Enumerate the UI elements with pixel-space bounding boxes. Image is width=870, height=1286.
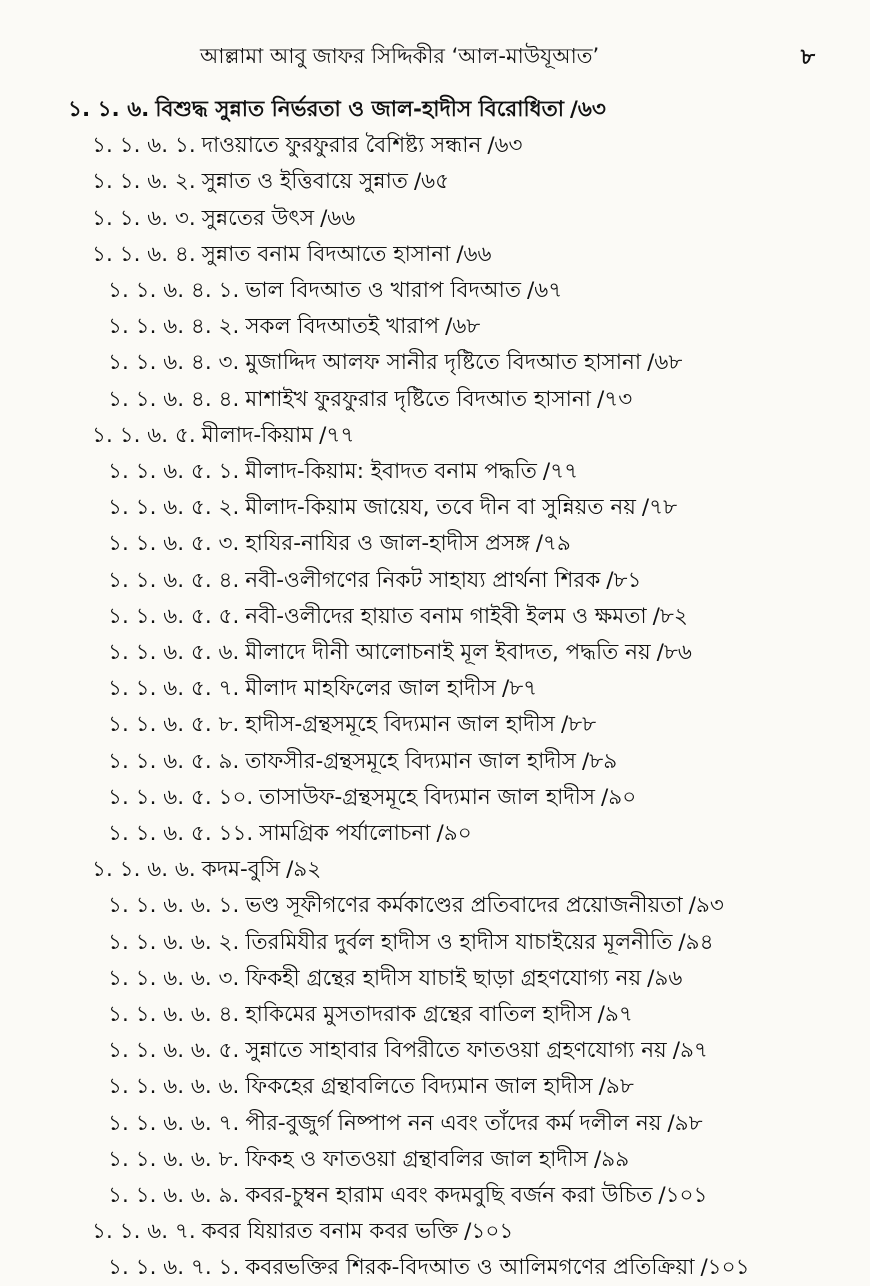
toc-entry-title: মীলাদে দীনী আলোচনাই মূল ইবাদত, পদ্ধতি নয়	[245, 640, 651, 665]
toc-entry-number: ১. ১. ৬. ৬. ৪.	[108, 1002, 240, 1027]
toc-entry-number: ১. ১. ৬. ৬. ৬.	[108, 1074, 240, 1100]
toc-entry-page: /৮৯	[582, 748, 618, 774]
toc-entry-page: /৬৮	[647, 350, 683, 376]
toc-entry	[108, 961, 682, 997]
toc-entry-page: /৯৮	[667, 1110, 703, 1136]
toc-entry-page: /৯৪	[678, 929, 714, 955]
toc-entry-title: সুন্নতের উৎস	[201, 205, 315, 231]
toc-entry-number: ১. ১. ৬. ৫. ১১.	[108, 821, 254, 846]
toc-entry	[108, 563, 641, 599]
toc-entry-page: /৬৮	[445, 314, 481, 340]
toc-entry-title: তাফসীর-গ্রন্থসমূহে বিদ্যমান জাল হাদীস	[245, 748, 577, 774]
toc-entry-number: ১. ১. ৬. ৫. ৩.	[108, 531, 240, 557]
toc-entry-number: ১. ১. ৬. ৬. ৮.	[108, 1146, 240, 1172]
toc-entry-number: ১. ১. ৬. ৬. ৩.	[108, 965, 240, 991]
toc-entry-title: মীলাদ মাহফিলের জাল হাদীস	[245, 676, 496, 702]
toc-entry-page: /৯২	[286, 857, 322, 883]
toc-entry-page: /৯৩	[688, 893, 724, 919]
toc-entry	[108, 345, 682, 381]
toc-entry-title: দাওয়াতে ফুরফুরার বৈশিষ্ট্য সন্ধান	[201, 133, 482, 159]
toc-entry	[108, 1142, 629, 1178]
toc-entry-title: ভাল বিদআত ও খারাপ বিদআত	[245, 278, 521, 303]
toc-entry-title: ফিকহ ও ফাতওয়া গ্রন্থাবলির জাল হাদীস	[245, 1146, 588, 1172]
running-head: আল্লামা আবু জাফর সিদ্দিকীর ‘আল-মাউযূআত’	[200, 44, 600, 68]
toc-entry-page: /৯৬	[647, 965, 683, 991]
toc-entry-title: সুন্নাত ও ইত্তিবায়ে সুন্নাত	[201, 169, 408, 195]
toc-entry	[92, 201, 355, 237]
toc-entry-number: ১. ১. ৬. ৫. ৬.	[108, 640, 240, 665]
toc-entry-page: /৬৭	[527, 278, 563, 303]
toc-entry-title: ফিকহের গ্রন্থাবলিতে বিদ্যমান জাল হাদীস	[245, 1074, 593, 1100]
toc-entry	[92, 852, 321, 888]
toc-entry-number: ১. ১. ৬. ৫.	[92, 422, 196, 448]
toc-entry-title: পীর-বুজুর্গ নিষ্পাপ নন এবং তাঁদের কর্ম দলীল নয়	[245, 1110, 662, 1136]
toc-entry-page: /৯৭	[672, 1038, 708, 1064]
page-header	[0, 32, 870, 72]
toc-entry-page: /১০১	[658, 1183, 708, 1208]
toc-entry-number: ১. ১. ৬. ৪.	[92, 241, 196, 267]
toc-entry	[108, 888, 724, 924]
toc-entry	[108, 1106, 703, 1142]
toc-entry-page: /৭৯	[535, 531, 571, 557]
toc-entry-title: হাকিমের মুসতাদরাক গ্রন্থের বাতিল হাদীস	[245, 1002, 592, 1027]
toc-entry-title: মীলাদ-কিয়াম	[201, 422, 314, 448]
toc-entry-title: বিশুদ্ধ সুন্নাত নির্ভরতা ও জাল-হাদীস বিরোধিতা	[155, 97, 565, 122]
toc-entry-number: ১. ১. ৬. ৭.	[92, 1219, 196, 1245]
toc-entry-title: হাযির-নাযির ও জাল-হাদীস প্রসঙ্গ	[245, 531, 530, 557]
toc-entry-title: কবর যিয়ারত বনাম কবর ভক্তি	[201, 1219, 459, 1245]
page-number: ৮	[800, 45, 815, 70]
toc-entry-number: ১. ১. ৬. ৫. ১.	[108, 459, 240, 484]
toc-entry	[92, 1214, 513, 1250]
toc-entry-number: ১. ১. ৬. ৫. ৮.	[108, 712, 240, 738]
toc-entry-title: সামগ্রিক পর্যালোচনা	[259, 821, 431, 846]
toc-entry-page: /১০১	[700, 1255, 750, 1281]
toc-entry-page: /৮২	[652, 603, 688, 629]
toc-entry	[108, 382, 632, 418]
toc-entry	[108, 997, 633, 1033]
toc-entry	[92, 164, 449, 200]
toc-entry-number: ১. ১. ৬. ৫. ২.	[108, 495, 240, 521]
toc-entry-number: ১. ১. ৬. ৫. ১০.	[108, 784, 254, 810]
toc-entry-page: /৭৩	[596, 386, 633, 412]
toc-entry	[68, 92, 606, 128]
toc-entry-page: /৮৮	[560, 712, 597, 738]
toc-entry-number: ১. ১. ৬. ৬. ২.	[108, 929, 240, 955]
toc-entry-page: /৭৭	[542, 459, 579, 484]
toc-entry-page: /৯৮	[598, 1074, 634, 1100]
toc-entry	[108, 780, 636, 816]
toc-entry-number: ১. ১. ৬. ৫. ৫.	[108, 603, 240, 629]
toc-entry-title: কবর-চুম্বন হারাম এবং কদমবুছি বর্জন করা উচিত	[245, 1183, 653, 1208]
toc-entry-number: ১. ১. ৬.	[68, 97, 150, 122]
toc-entry-number: ১. ১. ৬. ৪. ২.	[108, 314, 240, 340]
toc-entry-page: /৮৭	[501, 676, 538, 702]
toc-entry-title: ভণ্ড সূফীগণের কর্মকাণ্ডের প্রতিবাদের প্রয়োজনীয়তা	[245, 893, 683, 919]
toc-entry-number: ১. ১. ৬. ৭. ১.	[108, 1255, 240, 1281]
toc-entry-page: /৮১	[606, 567, 642, 593]
toc-entry-number: ১. ১. ৬. ৫. ৯.	[108, 748, 240, 774]
toc-entry	[108, 273, 562, 309]
toc-entry-number: ১. ১. ৬. ৬. ১.	[108, 893, 240, 919]
toc-entry	[108, 1069, 634, 1105]
toc-entry-page: /৭৭	[319, 422, 355, 448]
toc-entry-title: হাদীস-গ্রন্থসমূহে বিদ্যমান জাল হাদীস	[245, 712, 555, 738]
toc-entry-title: তাসাউফ-গ্রন্থসমূহে বিদ্যমান জাল হাদীস	[259, 784, 596, 810]
toc-entry-title: সুন্নাত বনাম বিদআতে হাসানা	[201, 241, 451, 267]
toc-entry-number: ১. ১. ৬. ৫. ৪.	[108, 567, 240, 593]
toc-entry-title: মাশাইখ ফুরফুরার দৃষ্টিতে বিদআত হাসানা	[245, 386, 591, 412]
toc-entry-title: সুন্নাতে সাহাবার বিপরীতে ফাতওয়া গ্রহণযোগ্য নয়	[245, 1038, 667, 1064]
toc-entry	[108, 635, 692, 671]
toc-entry	[108, 309, 480, 345]
toc-entry-title: কদম-বুসি	[201, 857, 281, 883]
toc-entry	[108, 816, 472, 852]
toc-entry	[108, 526, 571, 562]
toc-entry-page: /৬৬	[320, 205, 356, 231]
toc-entry	[108, 744, 617, 780]
toc-entry-number: ১. ১. ৬. ৫. ৭.	[108, 676, 240, 702]
toc-entry-number: ১. ১. ৬. ৬.	[92, 857, 196, 883]
toc-entry	[108, 671, 537, 707]
toc-entry-number: ১. ১. ৬. ৪. ৩.	[108, 350, 240, 376]
toc-entry-title: নবী-ওলীগণের নিকট সাহায্য প্রার্থনা শিরক	[245, 567, 601, 593]
toc-entry	[92, 237, 492, 273]
toc-entry-page: /৬৬	[456, 241, 492, 267]
toc-entry	[108, 1250, 750, 1286]
toc-entry-page: /৬৩	[487, 133, 523, 159]
toc-entry	[108, 1033, 708, 1069]
toc-entry-title: ফিকহী গ্রন্থের হাদীস যাচাই ছাড়া গ্রহণযোগ্য নয়	[245, 965, 642, 991]
toc-entry-page: /৯০	[601, 784, 637, 810]
toc-entry	[108, 490, 677, 526]
toc-entry-title: মুজাদ্দিদ আলফ সানীর দৃষ্টিতে বিদআত হাসানা	[245, 350, 642, 376]
toc-entry-page: /১০১	[464, 1219, 514, 1245]
toc-entry-page: /৯৭	[597, 1002, 633, 1027]
toc-entry-title: মীলাদ-কিয়াম জায়েয, তবে দীন বা সুন্নিয়ত নয়	[245, 495, 636, 521]
toc-entry-title: নবী-ওলীদের হায়াত বনাম গাইবী ইলম ও ক্ষমতা	[245, 603, 647, 629]
toc-entry	[108, 454, 578, 490]
toc-entry-number: ১. ১. ৬. ৬. ৫.	[108, 1038, 240, 1064]
toc-entry	[108, 599, 688, 635]
toc-entry	[92, 128, 523, 164]
toc-entry-number: ১. ১. ৬. ৩.	[92, 205, 196, 231]
toc-entry	[108, 925, 714, 961]
toc-entry-page: /৯০	[436, 821, 472, 846]
toc-entry-number: ১. ১. ৬. ৬. ৭.	[108, 1110, 240, 1136]
toc-entry-title: তিরমিযীর দুর্বল হাদীস ও হাদীস যাচাইয়ের মূলনীতি	[245, 929, 673, 955]
toc-entry-title: সকল বিদআতই খারাপ	[245, 314, 440, 340]
toc-entry-number: ১. ১. ৬. ১.	[92, 133, 196, 159]
toc-entry-number: ১. ১. ৬. ২.	[92, 169, 196, 195]
toc-entry-page: /৬৫	[413, 169, 450, 195]
toc-entry-page: /৭৮	[641, 495, 678, 521]
toc-entry-number: ১. ১. ৬. ৬. ৯.	[108, 1183, 240, 1208]
toc-entry-number: ১. ১. ৬. ৪. ৪.	[108, 386, 240, 412]
toc-entry-number: ১. ১. ৬. ৪. ১.	[108, 278, 240, 303]
toc-entry-page: /৬৩	[570, 97, 606, 122]
toc-entry-title: কবরভক্তির শিরক-বিদআত ও আলিমগণের প্রতিক্রিয়া	[245, 1255, 695, 1281]
toc-entry	[92, 418, 354, 454]
toc-entry-page: /৯৯	[594, 1146, 630, 1172]
toc-entry	[108, 1178, 707, 1214]
toc-entry	[108, 707, 596, 743]
toc-entry-page: /৮৬	[656, 640, 692, 665]
toc-entry-title: মীলাদ-কিয়াম: ইবাদত বনাম পদ্ধতি	[245, 459, 537, 484]
